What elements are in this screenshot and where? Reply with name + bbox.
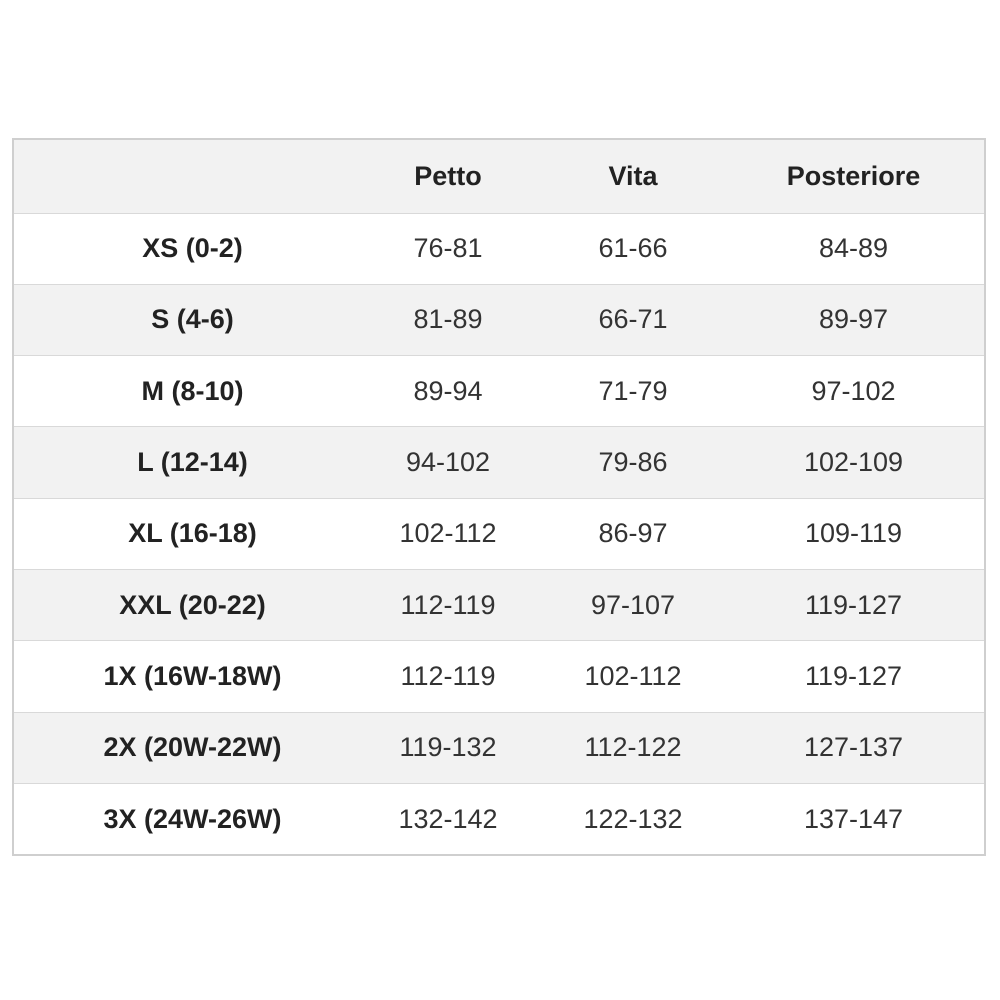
- size-label: L (12-14): [13, 427, 353, 498]
- table-row: [13, 641, 985, 712]
- table-row: [13, 427, 985, 498]
- posteriore-value: 89-97: [723, 284, 985, 355]
- size-label: 1X (16W-18W): [13, 641, 353, 712]
- table-row: [13, 712, 985, 783]
- size-chart-table: [12, 138, 986, 856]
- table-row: [13, 498, 985, 569]
- petto-value: 89-94: [353, 356, 543, 427]
- posteriore-value: 109-119: [723, 498, 985, 569]
- header-posteriore: Posteriore: [723, 139, 985, 213]
- posteriore-value: 137-147: [803, 803, 904, 834]
- header-petto: Petto: [353, 139, 543, 213]
- vita-value: 79-86: [543, 427, 723, 498]
- header-vita: Vita: [543, 139, 723, 213]
- petto-value: 112-119: [353, 641, 543, 712]
- table-row: [13, 356, 985, 427]
- vita-value: 61-66: [543, 213, 723, 284]
- table-row: [13, 784, 985, 855]
- vita-value: 97-107: [543, 570, 723, 641]
- posteriore-value: 119-127: [723, 570, 985, 641]
- petto-value: 112-119: [353, 570, 543, 641]
- posteriore-value: 84-89: [723, 213, 985, 284]
- header-row: [13, 139, 985, 213]
- petto-value: 132-142: [398, 803, 498, 834]
- petto-value: 81-89: [353, 284, 543, 355]
- vita-value: 122-132: [583, 803, 683, 834]
- size-label: XS (0-2): [13, 213, 353, 284]
- petto-value: 94-102: [353, 427, 543, 498]
- size-label: 2X (20W-22W): [13, 712, 353, 783]
- posteriore-value: 97-102: [723, 356, 985, 427]
- vita-value: 71-79: [543, 356, 723, 427]
- vita-value: 102-112: [543, 641, 723, 712]
- vita-value: 112-122: [543, 712, 723, 783]
- petto-value: 102-112: [353, 498, 543, 569]
- petto-value: 76-81: [353, 213, 543, 284]
- header-size: [13, 139, 353, 213]
- table-row: [13, 284, 985, 355]
- posteriore-value: 102-109: [723, 427, 985, 498]
- petto-value: 119-132: [353, 712, 543, 783]
- table-row: [13, 213, 985, 284]
- size-label: XXL (20-22): [13, 570, 353, 641]
- size-label: XL (16-18): [13, 498, 353, 569]
- size-label: M (8-10): [13, 356, 353, 427]
- size-label: 3X (24W-26W): [103, 803, 282, 834]
- size-label: S (4-6): [13, 284, 353, 355]
- vita-value: 66-71: [543, 284, 723, 355]
- posteriore-value: 119-127: [723, 641, 985, 712]
- table-row: [13, 570, 985, 641]
- vita-value: 86-97: [543, 498, 723, 569]
- posteriore-value: 127-137: [723, 712, 985, 783]
